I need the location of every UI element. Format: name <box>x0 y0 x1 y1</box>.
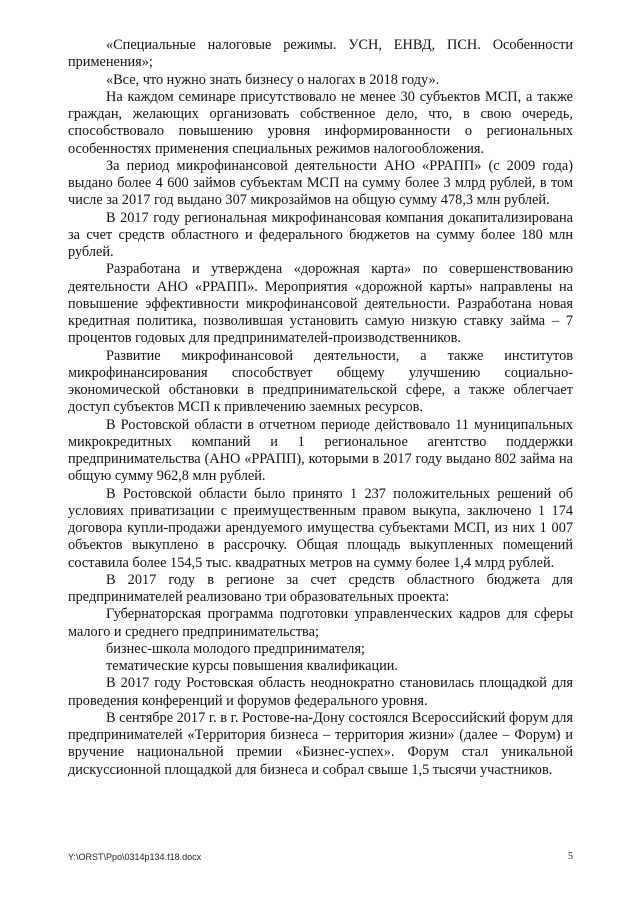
document-body <box>68 37 573 779</box>
paragraph: В 2017 году Ростовская область неоднократно становилась площадкой для проведения конференций и форумов федерального уровня. <box>68 675 573 709</box>
paragraph: Разработана и утверждена «дорожная карта» по совершенствованию деятельности АНО «РРАПП». Мероприятия «дорожной карты» направлены на повышение эффективности микрофинансовой деятельности. Разработана новая кредитная политика, позволившая установить самую низкую ставку займа – 7 процентов годовых для предпринимателей-производственников. <box>68 261 573 347</box>
paragraph: В 2017 году региональная микрофинансовая компания докапитализирована за счет средств областного и федерального бюджетов на сумму более 180 млн рублей. <box>68 209 573 260</box>
paragraph: Развитие микрофинансовой деятельности, а также институтов микрофинансирования способствует общему улучшению социально-экономической обстановки в предпринимательской сфере, а также облегчает доступ субъектов МСП к привлечению заемных ресурсов. <box>68 347 573 416</box>
paragraph: В Ростовской области в отчетном периоде действовало 11 муниципальных микрокредитных компаний и 1 региональное агентство поддержки предпринимательства (АНО «РРАПП), которыми в 2017 году выдано 802 займа на общую сумму 962,8 млн рублей. <box>68 416 573 485</box>
paragraph: За период микрофинансовой деятельности АНО «РРАПП» (с 2009 года) выдано более 4 600 займов субъектам МСП на сумму более 3 млрд рублей, в том числе за 2017 год выдано 307 микрозаймов на общую сумму 478,3 млн рублей. <box>68 157 573 209</box>
paragraph: В Ростовской области было принято 1 237 положительных решений об условиях приватизации с преимущественным правом выкупа, заключено 1 174 договора купли-продажи арендуемого имущества субъектами МСП, из них 1 007 объектов выкуплено в рассрочку. Общая площадь выкупленных помещений составила более 154,5 тыс. квадратных метров на сумму более 1,4 млрд рублей. <box>68 485 573 571</box>
page-number: 5 <box>568 851 573 862</box>
paragraph: На каждом семинаре присутствовало не менее 30 субъектов МСП, а также граждан, желающих организовать собственное дело, что, в свою очередь, способствовало повышению уровня информированности о региональных особенностях применения специальных режимов налогообложения. <box>68 88 573 157</box>
footer-file-path: Y:\ORST\Ppo\0314p134.f18.docx <box>68 852 202 862</box>
list-item: бизнес-школа молодого предпринимателя; <box>106 640 365 657</box>
paragraph: В сентябре 2017 г. в г. Ростове-на-Дону состоялся Всероссийский форум для предпринимателей «Территория бизнеса – территория жизни» (далее – Форум) и вручение национальной премии «Бизнес-успех». Форум стал уникальной дискуссионной площадкой для бизнеса и собрал свыше 1,5 тысячи участников. <box>68 709 573 778</box>
list-item: Губернаторская программа подготовки управленческих кадров для сферы малого и среднего предпринимательства; <box>68 606 573 640</box>
paragraph: В 2017 году в регионе за счет средств областного бюджета для предпринимателей реализовано три образовательных проекта: <box>68 571 573 605</box>
paragraph: «Все, что нужно знать бизнесу о налогах в 2018 году». <box>106 71 440 88</box>
paragraph: «Специальные налоговые режимы. УСН, ЕНВД, ПСН. Особенности применения»; <box>68 37 573 71</box>
list-item: тематические курсы повышения квалификации. <box>106 658 398 674</box>
